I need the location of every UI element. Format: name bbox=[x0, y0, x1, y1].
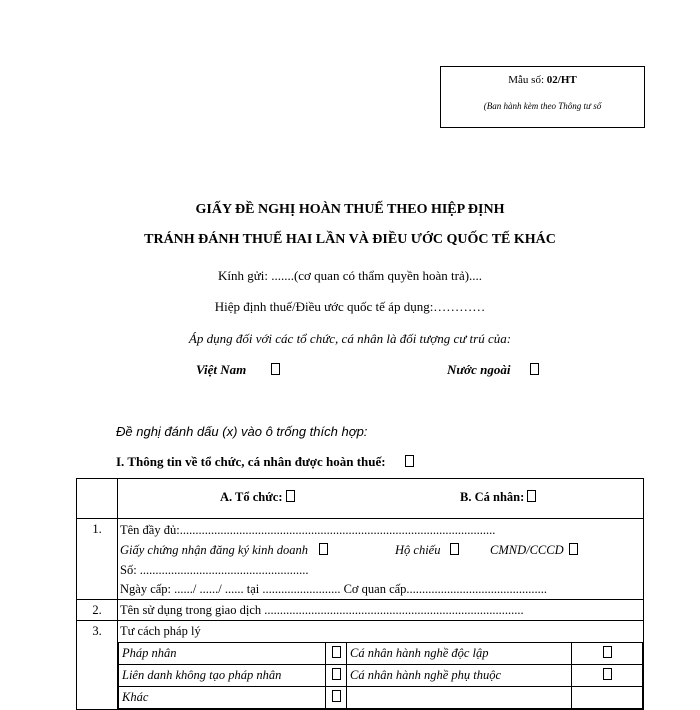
treaty-line: Hiệp định thuế/Điều ước quốc tế áp dụng:………… bbox=[214, 299, 486, 314]
issue-date-field[interactable]: Ngày cấp: ....../ ....../ ...... tại ......................... Cơ quan cấp............................................. bbox=[120, 582, 548, 596]
legal-checkbox[interactable] bbox=[332, 668, 341, 680]
organization-checkbox[interactable] bbox=[286, 490, 295, 502]
legal-checkbox[interactable] bbox=[332, 646, 341, 658]
legal-checkbox[interactable] bbox=[332, 690, 341, 702]
row-number: 1. bbox=[77, 519, 118, 600]
business-cert-checkbox[interactable] bbox=[319, 543, 328, 555]
legal-checkbox[interactable] bbox=[603, 668, 612, 680]
foreign-checkbox[interactable] bbox=[530, 363, 539, 375]
row-number: 3. bbox=[77, 621, 118, 710]
legal-status-table bbox=[118, 642, 643, 709]
individual-header: B. Cá nhân: bbox=[460, 490, 536, 505]
applicability-line: Áp dụng đối với các tổ chức, cá nhân là đối tượng cư trú của: bbox=[188, 331, 512, 346]
form-issued-note: (Ban hành kèm theo Thông tư số bbox=[483, 101, 602, 111]
instruction-text: Đề nghị đánh dấu (x) vào ô trống thích hợp: bbox=[116, 424, 368, 439]
legal-option: Cá nhân hành nghề độc lập bbox=[347, 643, 572, 665]
document-type-row: Giấy chứng nhận đăng ký kinh doanh Hộ chiếu CMND/CCCD bbox=[120, 539, 641, 561]
section-1-heading: I. Thông tin về tổ chức, cá nhân được hoàn thuế: bbox=[116, 454, 414, 470]
document-number-field[interactable]: Số: ...................................................... bbox=[120, 563, 309, 577]
trade-name-field[interactable]: Tên sử dụng trong giao dịch ................................................................................... bbox=[120, 603, 524, 617]
passport-checkbox[interactable] bbox=[450, 543, 459, 555]
organization-header: A. Tổ chức: bbox=[220, 490, 295, 505]
section-1-checkbox[interactable] bbox=[405, 455, 414, 467]
legal-option: Pháp nhân bbox=[119, 643, 326, 665]
vietnam-checkbox[interactable] bbox=[271, 363, 280, 375]
form-title-line-2: TRÁNH ĐÁNH THUẾ HAI LẦN VÀ ĐIỀU ƯỚC QUỐC TẾ KHÁC bbox=[144, 232, 556, 247]
legal-option: Liên danh không tạo pháp nhân bbox=[119, 665, 326, 687]
row-number: 2. bbox=[77, 600, 118, 621]
form-number: Mẫu số: 02/HT bbox=[508, 74, 577, 86]
individual-checkbox[interactable] bbox=[527, 490, 536, 502]
legal-status-label: Tư cách pháp lý bbox=[120, 624, 201, 638]
legal-checkbox[interactable] bbox=[603, 646, 612, 658]
vietnam-option: Việt Nam bbox=[196, 362, 280, 378]
foreign-option: Nước ngoài bbox=[447, 362, 539, 378]
form-title-line-1: GIẤY ĐỀ NGHỊ HOÀN THUẾ THEO HIỆP ĐỊNH bbox=[195, 202, 505, 217]
legal-option: Khác bbox=[119, 687, 326, 709]
info-table bbox=[76, 478, 644, 710]
form-number-box bbox=[440, 66, 645, 128]
legal-option: Cá nhân hành nghề phụ thuộc bbox=[347, 665, 572, 687]
id-card-checkbox[interactable] bbox=[569, 543, 578, 555]
full-name-field[interactable]: Tên đầy đủ:..................................................................................................... bbox=[120, 523, 496, 537]
recipient-line: Kính gửi: .......(cơ quan có thẩm quyền hoàn trả).... bbox=[217, 268, 483, 283]
